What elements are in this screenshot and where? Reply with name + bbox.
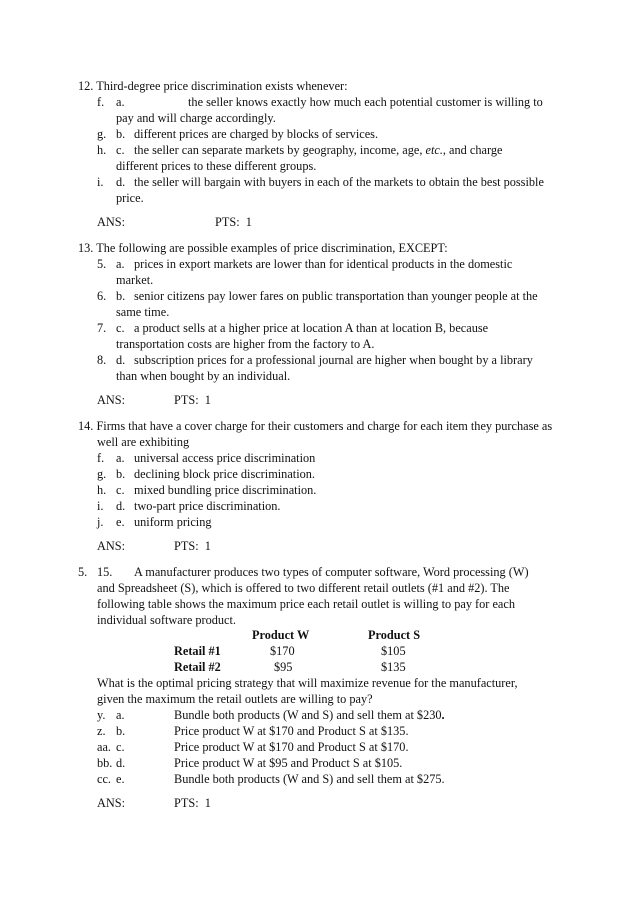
q15-option-label: z. <box>97 724 106 738</box>
q15-option-letter: e. <box>116 772 125 786</box>
q12-option-label: f. <box>97 95 105 109</box>
q14-option-letter: d. <box>116 499 126 513</box>
q14-option-label: j. <box>97 515 104 529</box>
q15-option-label: cc. <box>97 772 111 786</box>
q13-option-text: senior citizens pay lower fares on public transportation than younger people at the <box>134 289 538 303</box>
q14-stem: 14. Firms that have a cover charge for their customers and charge for each item they purchase as <box>78 419 553 433</box>
q15-stem-cont: individual software product. <box>97 613 236 627</box>
q13-stem: 13. The following are possible examples of price discrimination, EXCEPT: <box>78 241 448 255</box>
q12-option-text: the seller can separate markets by geography, income, age, etc., and charge <box>134 143 503 157</box>
table-cell: $170 <box>270 644 295 658</box>
q15-question-cont: given the maximum the retail outlets are willing to pay? <box>97 692 373 706</box>
q13-option-letter: c. <box>116 321 125 335</box>
q12-option-letter: a. <box>116 95 125 109</box>
q13-option-label: 5. <box>97 257 107 271</box>
q14-option-label: g. <box>97 467 107 481</box>
q12-option-label: i. <box>97 175 104 189</box>
table-col-header: Product W <box>252 628 310 642</box>
q14-option-letter: a. <box>116 451 125 465</box>
q14-option-label: i. <box>97 499 104 513</box>
q15-option-text: Price product W at $170 and Product S at $135. <box>174 724 409 738</box>
table-row-label: Retail #1 <box>174 644 221 658</box>
q15-number: 5. <box>78 565 88 579</box>
table-cell: $105 <box>381 644 406 658</box>
q15-sub-number: 15. <box>97 565 113 579</box>
q15-option-letter: b. <box>116 724 126 738</box>
q14-option-letter: b. <box>116 467 126 481</box>
q15-option-letter: d. <box>116 756 126 770</box>
table-cell: $95 <box>274 660 293 674</box>
q12-option-letter: c. <box>116 143 125 157</box>
q15-ans-label: ANS: <box>97 796 126 810</box>
q15-question: What is the optimal pricing strategy that will maximize revenue for the manufacturer, <box>97 676 518 690</box>
table-cell: $135 <box>381 660 406 674</box>
q12-option-letter: d. <box>116 175 126 189</box>
q15-option-letter: c. <box>116 740 125 754</box>
q15-stem-cont: following table shows the maximum price each retail outlet is willing to pay for each <box>97 597 515 611</box>
q15-option-letter: a. <box>116 708 125 722</box>
q15-stem-cont: and Spreadsheet (S), which is offered to two different retail outlets (#1 and #2). The <box>97 581 510 595</box>
q12-stem: 12. Third-degree price discrimination exists whenever: <box>78 79 348 93</box>
q13-option-label: 6. <box>97 289 107 303</box>
q13-option-letter: a. <box>116 257 125 271</box>
q12-option-letter: b. <box>116 127 126 141</box>
q12-option-cont: price. <box>116 191 144 205</box>
q13-ans-label: ANS: <box>97 393 126 407</box>
q13-option-label: 7. <box>97 321 107 335</box>
q12-option-label: g. <box>97 127 107 141</box>
q14-option-text: mixed bundling price discrimination. <box>134 483 317 497</box>
q13-option-text: a product sells at a higher price at location A than at location B, because <box>134 321 489 335</box>
q12-option-cont: pay and will charge accordingly. <box>116 111 276 125</box>
q13-option-letter: d. <box>116 353 126 367</box>
q14-option-label: f. <box>97 451 105 465</box>
q12-option-text: different prices are charged by blocks of services. <box>134 127 379 141</box>
q14-option-text: uniform pricing <box>134 515 212 529</box>
q13-option-cont: same time. <box>116 305 170 319</box>
q15-option-label: y. <box>97 708 106 722</box>
q15-option-label: bb. <box>97 756 113 770</box>
q14-ans-label: ANS: <box>97 539 126 553</box>
q14-option-letter: e. <box>116 515 125 529</box>
q13-option-cont: than when bought by an individual. <box>116 369 291 383</box>
q12-option-text: the seller knows exactly how much each potential customer is willing to <box>188 95 543 109</box>
q12-ans-label: ANS: <box>97 215 126 229</box>
q14-option-text: declining block price discrimination. <box>134 467 315 481</box>
q15-option-text: Price product W at $95 and Product S at $105. <box>174 756 403 770</box>
q12-pts: PTS: 1 <box>215 215 252 229</box>
table-col-header: Product S <box>368 628 421 642</box>
q13-option-label: 8. <box>97 353 107 367</box>
q13-pts: PTS: 1 <box>174 393 211 407</box>
q14-option-letter: c. <box>116 483 125 497</box>
q14-option-text: universal access price discrimination <box>134 451 316 465</box>
q13-option-cont: transportation costs are higher from the factory to A. <box>116 337 375 351</box>
table-row-label: Retail #2 <box>174 660 221 674</box>
q15-pts: PTS: 1 <box>174 796 211 810</box>
q15-option-text: Bundle both products (W and S) and sell them at $230. <box>174 708 445 722</box>
q15-option-text: Price product W at $170 and Product S at $170. <box>174 740 409 754</box>
q15-option-text: Bundle both products (W and S) and sell them at $275. <box>174 772 445 786</box>
q15-stem: A manufacturer produces two types of computer software, Word processing (W) <box>134 565 529 579</box>
q12-option-text: the seller will bargain with buyers in each of the markets to obtain the best possible <box>134 175 544 189</box>
q12-option-label: h. <box>97 143 107 157</box>
q13-option-cont: market. <box>116 273 154 287</box>
q14-pts: PTS: 1 <box>174 539 211 553</box>
q15-option-label: aa. <box>97 740 111 754</box>
q12-option-cont: different prices to these different groups. <box>116 159 317 173</box>
q14-option-label: h. <box>97 483 107 497</box>
q14-stem-cont: well are exhibiting <box>97 435 190 449</box>
q13-option-text: subscription prices for a professional journal are higher when bought by a library <box>134 353 533 367</box>
q13-option-text: prices in export markets are lower than for identical products in the domestic <box>134 257 513 271</box>
q14-option-text: two-part price discrimination. <box>134 499 281 513</box>
q13-option-letter: b. <box>116 289 126 303</box>
